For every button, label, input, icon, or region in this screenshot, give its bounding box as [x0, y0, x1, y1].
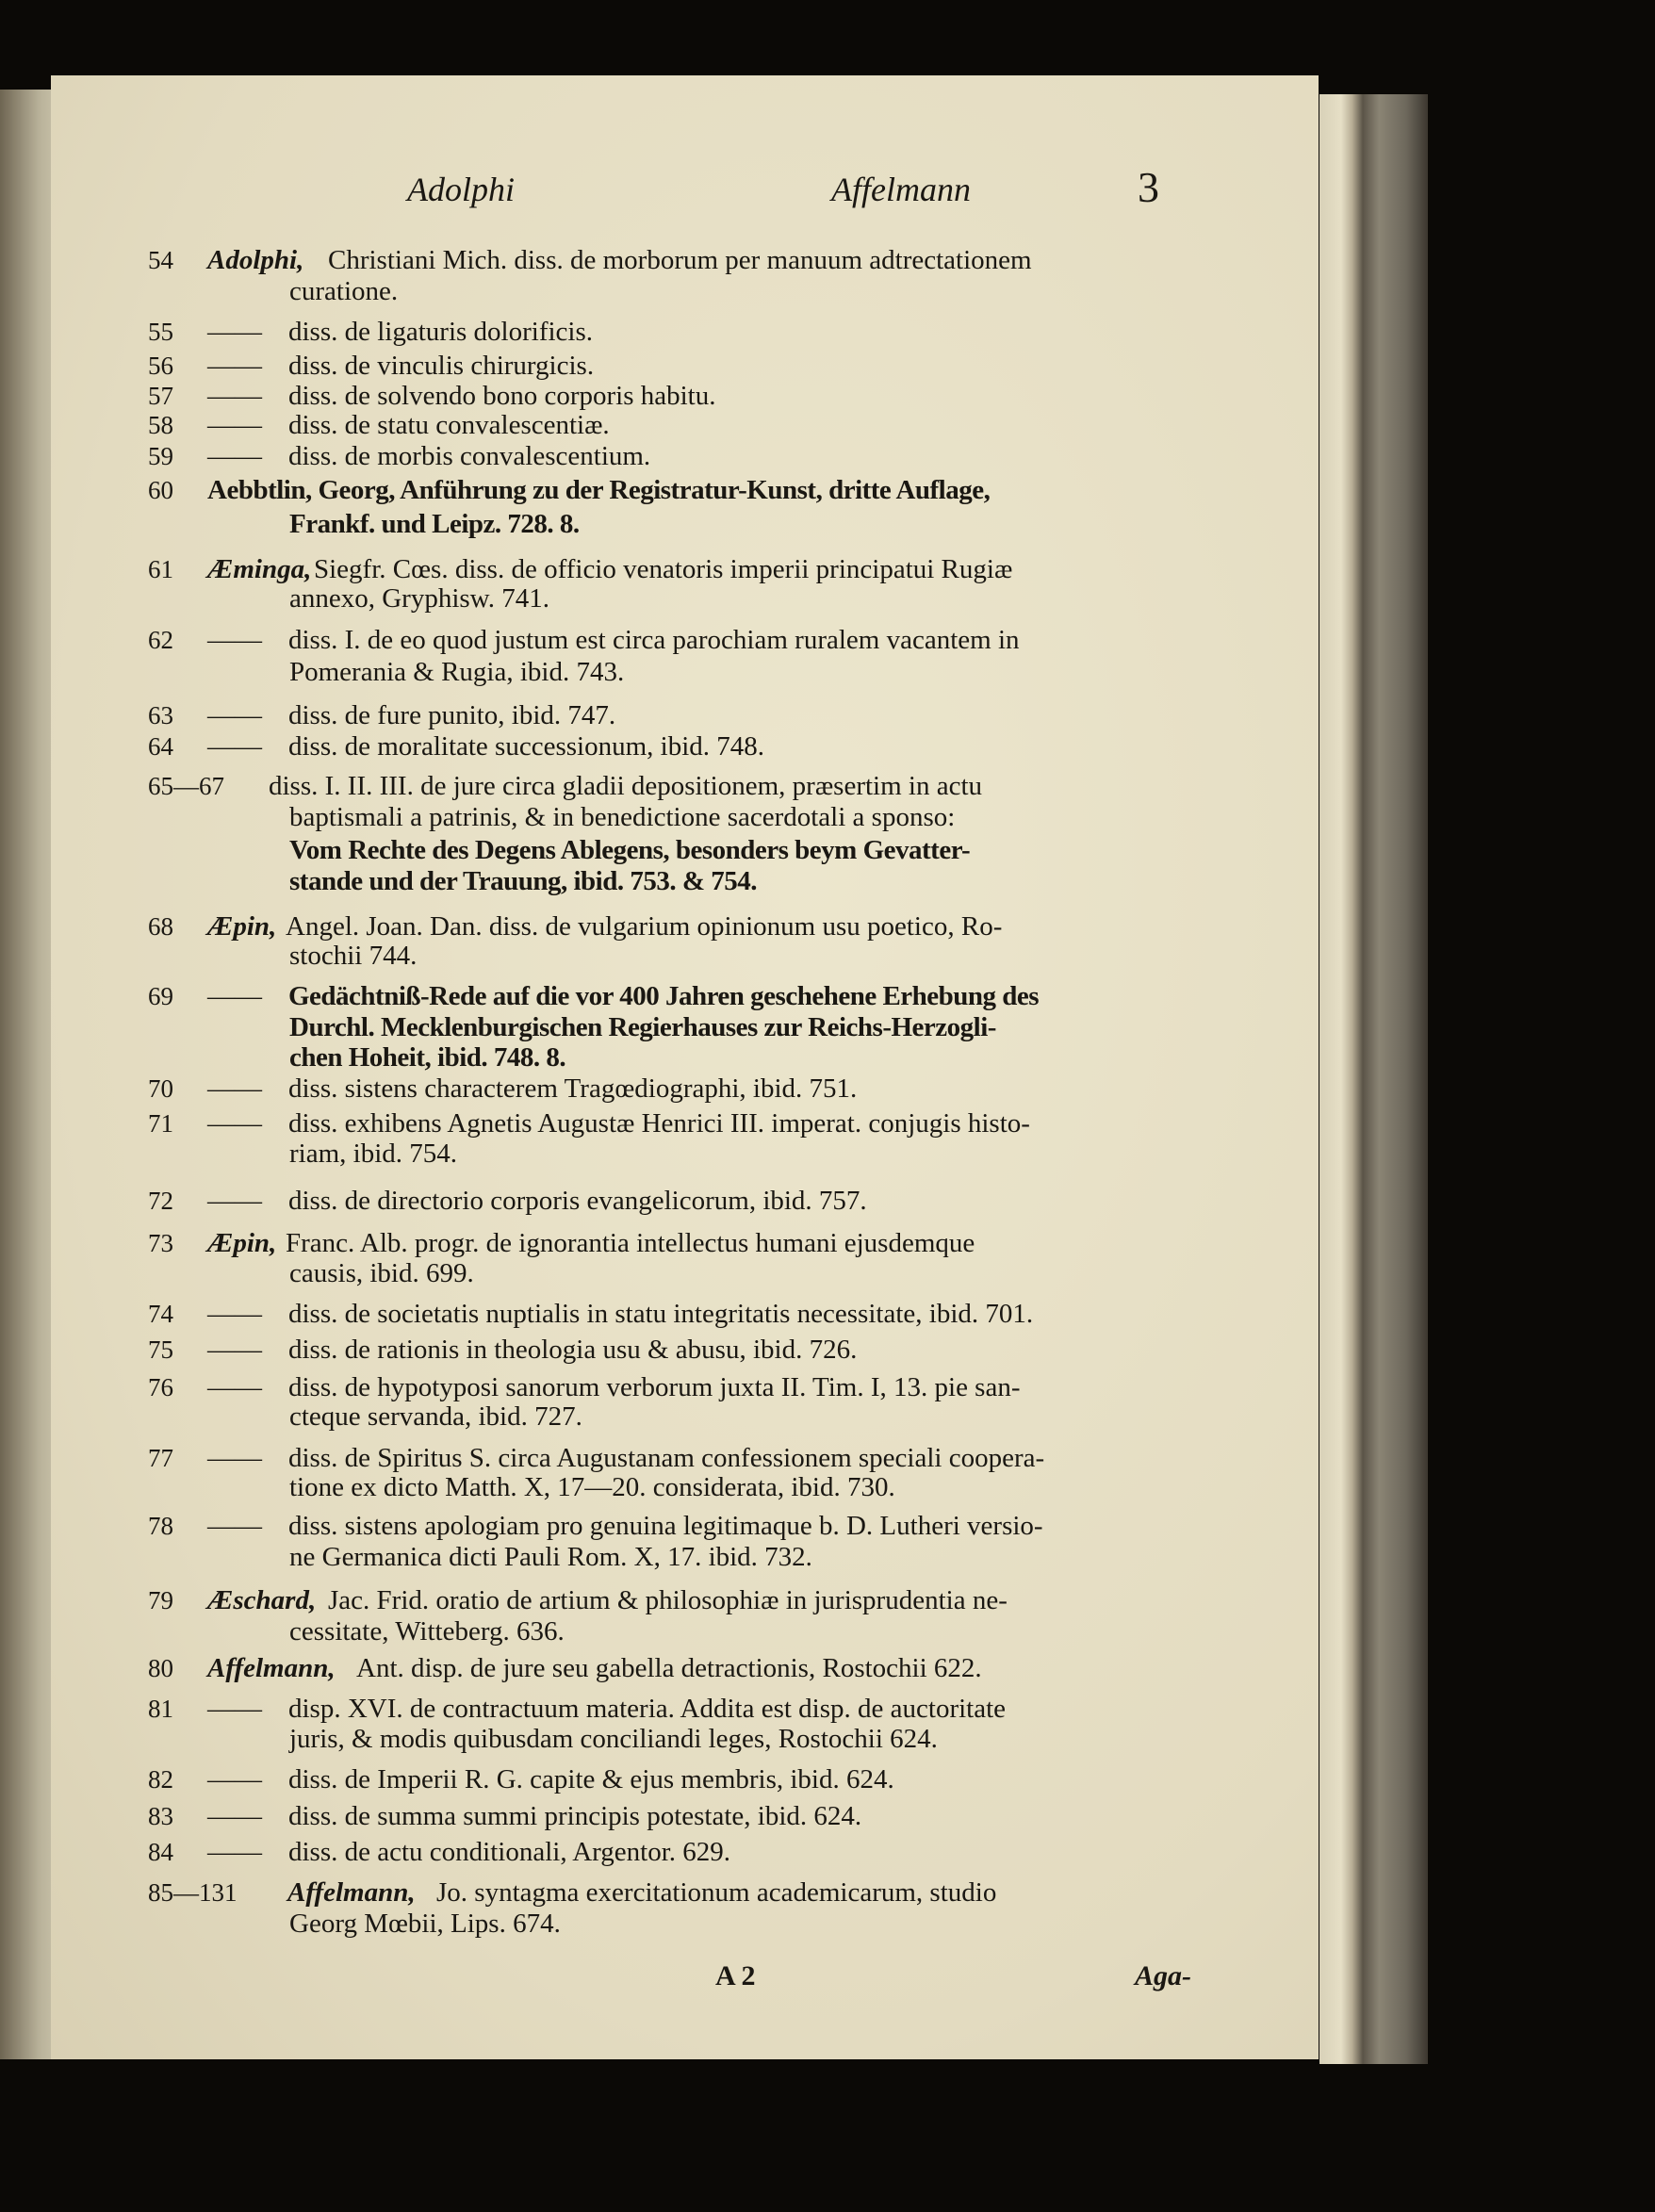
entry-number: 69: [148, 982, 173, 1011]
entry-text: diss. de vinculis chirurgicis.: [288, 351, 595, 382]
entry-text: Gedächtniß-Rede auf die vor 400 Jahren geschehene Erhebung des: [288, 981, 1040, 1012]
entry-text: diss. I. de eo quod justum est circa parochiam ruralem vacantem in: [288, 624, 1020, 655]
entry-text: diss. de summa summi principis potestate, ibid. 624.: [288, 1801, 862, 1832]
ditto-dash: ——: [207, 380, 262, 411]
entry-number: 85—131: [148, 1877, 238, 1907]
entry-continuation: chen Hoheit, ibid. 748. 8.: [289, 1041, 566, 1073]
entry-number: 59: [148, 442, 173, 471]
entry-number: 65—67: [148, 772, 224, 801]
catchword: Aga-: [1135, 1960, 1191, 1991]
author-name: Æpin,: [207, 1228, 277, 1259]
entry-number: 82: [148, 1765, 173, 1794]
ditto-dash: ——: [207, 1801, 262, 1832]
entry-number: 61: [148, 554, 173, 583]
entry-text: diss. sistens characterem Tragœdiographi, ibid. 751.: [288, 1073, 858, 1104]
entry-continuation: Georg Mœbii, Lips. 674.: [289, 1908, 561, 1939]
entry-number: 58: [148, 411, 173, 440]
entry-number: 60: [148, 475, 173, 504]
ditto-dash: ——: [207, 1372, 262, 1403]
entry-continuation: Frankf. und Leipz. 728. 8.: [289, 508, 580, 539]
entry-continuation: curatione.: [289, 275, 399, 306]
ditto-dash: ——: [207, 1108, 262, 1139]
entry-number: 64: [148, 732, 173, 762]
entry-number: 72: [148, 1187, 173, 1216]
author-name: Æpin,: [207, 910, 277, 942]
entry-text: diss. de Imperii R. G. capite & ejus membris, ibid. 624.: [288, 1764, 894, 1795]
ditto-dash: ——: [207, 1073, 262, 1104]
entry-text: diss. de fure punito, ibid. 747.: [288, 700, 616, 731]
ditto-dash: ——: [207, 1334, 262, 1365]
entry-number: 81: [148, 1695, 173, 1724]
entry-number: 84: [148, 1837, 173, 1866]
entry-text: diss. de societatis nuptialis in statu integritatis necessitate, ibid. 701.: [288, 1299, 1034, 1330]
entry-continuation: stande und der Trauung, ibid. 753. & 754.: [289, 865, 758, 896]
author-name: Affelmann,: [207, 1652, 336, 1683]
entry-number: 74: [148, 1300, 173, 1329]
entry-number: 83: [148, 1802, 173, 1831]
entry-text: diss. de ligaturis dolorificis.: [288, 317, 593, 348]
entry-text: Christiani Mich. diss. de morborum per manuum adtrectationem: [328, 244, 1032, 275]
entry-text: diss. de actu conditionali, Argentor. 629.: [288, 1836, 731, 1867]
entry-continuation: ne Germanica dicti Pauli Rom. X, 17. ibid. 732.: [289, 1541, 812, 1572]
entry-number: 62: [148, 625, 173, 654]
entry-continuation: cessitate, Witteberg. 636.: [289, 1616, 565, 1647]
ditto-dash: ——: [207, 441, 262, 472]
entry-number: 78: [148, 1511, 173, 1540]
entry-number: 75: [148, 1335, 173, 1364]
entry-text: Franc. Alb. progr. de ignorantia intellectus humani ejusdemque: [286, 1228, 975, 1259]
entry-text: diss. de Spiritus S. circa Augustanam confessionem speciali coopera-: [288, 1442, 1045, 1473]
entry-text: Jo. syntagma exercitationum academicarum, studio: [436, 1876, 997, 1908]
entry-number: 54: [148, 245, 173, 274]
entry-text: diss. de solvendo bono corporis habitu.: [288, 380, 716, 411]
ditto-dash: ——: [207, 1299, 262, 1330]
entry-text: diss. de rationis in theologia usu & abusu, ibid. 726.: [288, 1334, 858, 1365]
entry-text: Angel. Joan. Dan. diss. de vulgarium opinionum usu poetico, Ro-: [286, 910, 1003, 942]
entry-text: diss. de morbis convalescentium.: [288, 441, 651, 472]
ditto-dash: ——: [207, 731, 262, 762]
ditto-dash: ——: [207, 1442, 262, 1473]
author-name: Adolphi,: [207, 244, 304, 275]
entry-continuation: juris, & modis quibusdam conciliandi leges, Rostochii 624.: [289, 1723, 938, 1754]
entry-continuation: cteque servanda, ibid. 727.: [289, 1401, 582, 1433]
entry-continuation: annexo, Gryphisw. 741.: [289, 583, 549, 614]
entry-number: 77: [148, 1443, 173, 1472]
running-head-right: Affelmann: [831, 171, 971, 208]
entry-number: 76: [148, 1373, 173, 1402]
entry-continuation: stochii 744.: [289, 940, 418, 971]
entry-text: diss. de hypotyposi sanorum verborum juxta II. Tim. I, 13. pie san-: [288, 1372, 1021, 1403]
entry-number: 70: [148, 1073, 173, 1103]
entry-number: 71: [148, 1109, 173, 1139]
entry-number: 63: [148, 701, 173, 730]
entry-continuation: tione ex dicto Matth. X, 17—20. considerata, ibid. 730.: [289, 1472, 895, 1503]
ditto-dash: ——: [207, 624, 262, 655]
entry-continuation: Pomerania & Rugia, ibid. 743.: [289, 657, 625, 688]
entry-text: diss. de directorio corporis evangelicorum, ibid. 757.: [288, 1186, 867, 1217]
entry-text: diss. I. II. III. de jure circa gladii depositionem, præsertim in actu: [269, 771, 983, 802]
entry-text: diss. de statu convalescentiæ.: [288, 410, 610, 441]
ditto-dash: ——: [207, 1510, 262, 1541]
entry-continuation: causis, ibid. 699.: [289, 1257, 474, 1288]
signature-mark: A 2: [715, 1960, 756, 1991]
entry-text: diss. sistens apologiam pro genuina legitimaque b. D. Lutheri versio-: [288, 1510, 1043, 1541]
running-head-left: Adolphi: [407, 171, 515, 208]
author-name: Affelmann,: [287, 1876, 416, 1908]
ditto-dash: ——: [207, 1186, 262, 1217]
ditto-dash: ——: [207, 1694, 262, 1725]
entry-number: 79: [148, 1586, 173, 1615]
entry-text: diss. de moralitate successionum, ibid. 748.: [288, 731, 765, 762]
page-number: 3: [1138, 163, 1159, 211]
author-name: Æschard,: [207, 1585, 317, 1616]
entry-number: 56: [148, 352, 173, 381]
entry-text: Ant. disp. de jure seu gabella detractionis, Rostochii 622.: [356, 1652, 982, 1683]
entry-continuation: riam, ibid. 754.: [289, 1138, 458, 1169]
entry-number: 73: [148, 1229, 173, 1258]
entry-text: Aebbtlin, Georg, Anführung zu der Registratur-Kunst, dritte Auflage,: [207, 474, 991, 505]
ditto-dash: ——: [207, 317, 262, 348]
entry-text: Jac. Frid. oratio de artium & philosophiæ in jurisprudentia ne-: [328, 1585, 1008, 1616]
entry-text: disp. XVI. de contractuum materia. Addita est disp. de auctoritate: [288, 1694, 1007, 1725]
entry-number: 57: [148, 381, 173, 410]
ditto-dash: ——: [207, 410, 262, 441]
entry-number: 80: [148, 1653, 173, 1682]
entry-number: 55: [148, 318, 173, 347]
entry-text: Siegfr. Cœs. diss. de officio venatoris imperii principatui Rugiæ: [314, 553, 1013, 584]
ditto-dash: ——: [207, 981, 262, 1012]
ditto-dash: ——: [207, 1836, 262, 1867]
book-page: [51, 75, 1319, 2059]
entry-number: 68: [148, 911, 173, 941]
entry-continuation: Vom Rechte des Degens Ablegens, besonders beym Gevatter-: [289, 834, 971, 865]
ditto-dash: ——: [207, 1764, 262, 1795]
entry-text: diss. exhibens Agnetis Augustæ Henrici III. imperat. conjugis histo-: [288, 1108, 1030, 1139]
entry-continuation: Durchl. Mecklenburgischen Regierhauses zur Reichs-Herzogli-: [289, 1012, 996, 1043]
book-cover-edge: [1319, 94, 1428, 2064]
entry-continuation: baptismali a patrinis, & in benedictione sacerdotali a sponso:: [289, 802, 956, 833]
author-name: Æminga,: [207, 553, 312, 584]
ditto-dash: ——: [207, 351, 262, 382]
ditto-dash: ——: [207, 700, 262, 731]
